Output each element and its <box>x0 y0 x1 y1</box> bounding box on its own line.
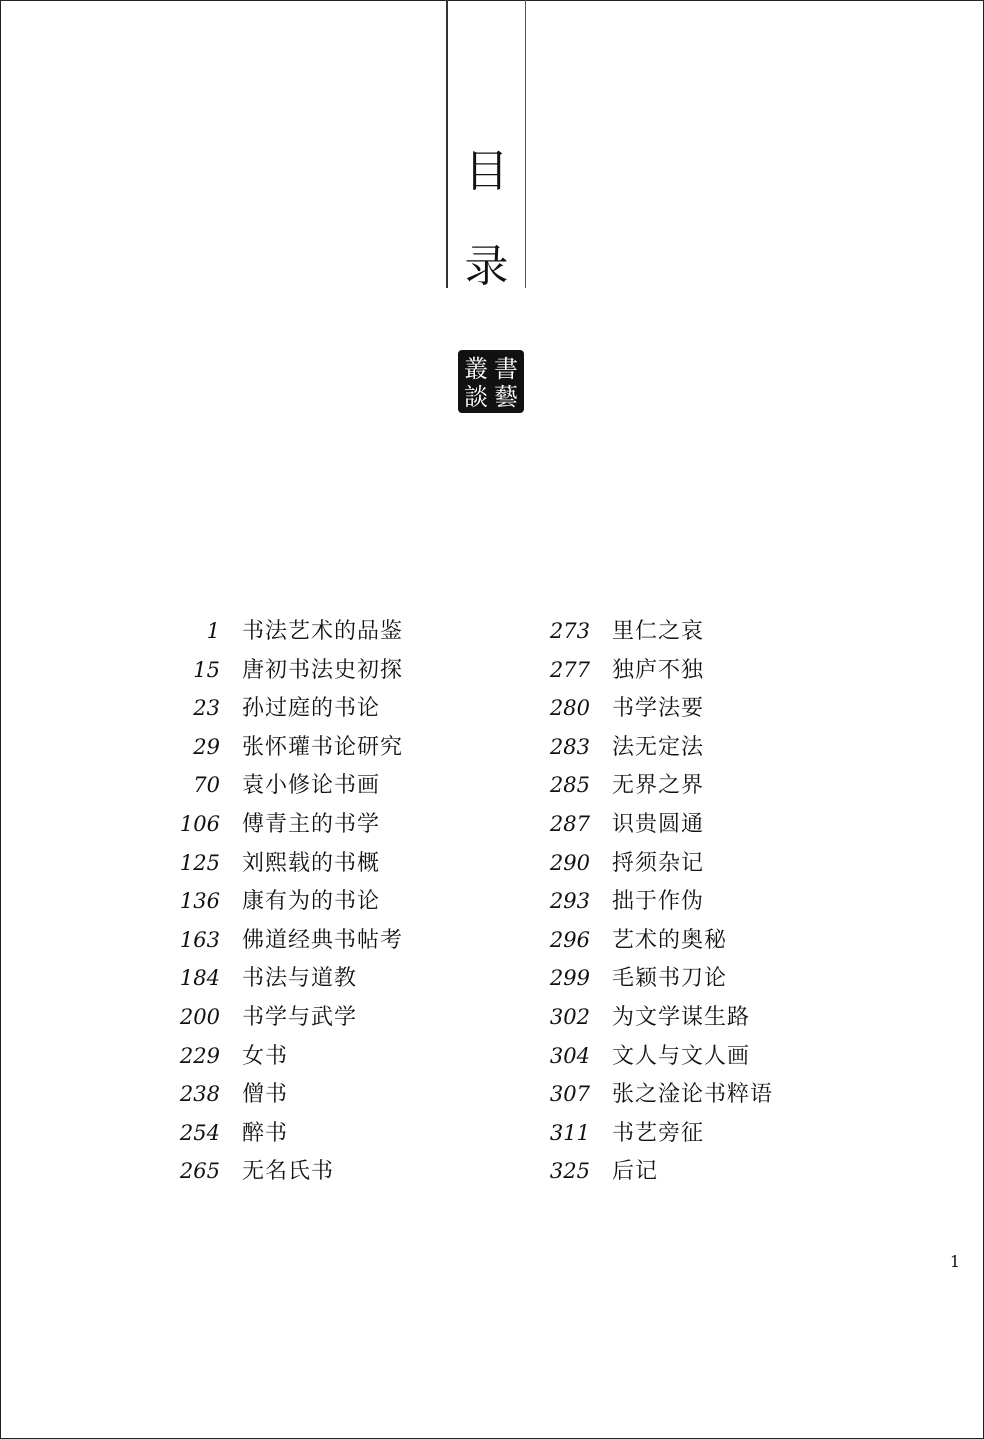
toc-entry[interactable] <box>540 768 773 807</box>
seal-stamp <box>458 350 524 413</box>
toc-page-number: 29 <box>193 734 220 759</box>
toc-page-number: 23 <box>193 696 220 721</box>
toc-page-number: 283 <box>549 734 590 759</box>
toc-entry-title: 刘熙载的书概 <box>242 850 381 876</box>
toc-page-number: 307 <box>549 1082 590 1107</box>
toc-entry-title: 孙过庭的书论 <box>242 696 381 722</box>
toc-page-number: 106 <box>179 811 220 836</box>
toc-entry-title: 捋须杂记 <box>612 850 705 876</box>
toc-entry[interactable] <box>540 807 773 846</box>
toc-entry-title: 佛道经典书帖考 <box>242 927 404 953</box>
seal-char-cong: 叢 <box>464 355 488 383</box>
toc-entry[interactable] <box>170 768 403 807</box>
toc-entry-title: 书法与道教 <box>242 966 358 992</box>
toc-entry-title: 艺术的奥秘 <box>612 927 728 953</box>
toc-entry[interactable] <box>170 1116 403 1155</box>
toc-entry-title: 醉书 <box>242 1120 289 1146</box>
toc-left-column <box>170 614 403 1193</box>
toc-page-number: 184 <box>179 966 220 991</box>
toc-page-number: 229 <box>179 1043 220 1068</box>
toc-entry-title: 张之淦论书粹语 <box>612 1082 774 1108</box>
toc-page-number: 254 <box>179 1120 220 1145</box>
toc-page-number: 163 <box>179 927 220 952</box>
page-number: 1 <box>949 1252 960 1271</box>
toc-entry-title: 无界之界 <box>612 773 705 799</box>
toc-entry[interactable] <box>170 1077 403 1116</box>
title-char-lu: 录 <box>464 241 509 292</box>
toc-entry[interactable] <box>540 1116 773 1155</box>
toc-entry-title: 为文学谋生路 <box>612 1004 751 1030</box>
toc-page-number: 293 <box>549 889 590 914</box>
toc-page-number: 15 <box>193 657 220 682</box>
toc-entry-title: 无名氏书 <box>242 1159 335 1185</box>
toc-entry[interactable] <box>540 923 773 962</box>
seal-char-yi: 藝 <box>494 383 518 411</box>
toc-page-number: 285 <box>549 773 590 798</box>
toc-entry-title: 书学法要 <box>612 696 705 722</box>
toc-entry[interactable] <box>170 884 403 923</box>
toc-entry-title: 文人与文人画 <box>612 1043 751 1069</box>
toc-entry-title: 独庐不独 <box>612 657 705 683</box>
toc-entry-title: 里仁之哀 <box>612 619 705 644</box>
toc-entry-title: 张怀瓘书论研究 <box>242 734 404 760</box>
toc-entry[interactable] <box>170 1000 403 1039</box>
toc-entry-title: 书学与武学 <box>242 1004 358 1030</box>
toc-page-number: 325 <box>549 1159 590 1184</box>
toc-entry[interactable] <box>170 1154 403 1193</box>
toc-page-number: 238 <box>179 1082 220 1107</box>
toc-entry[interactable] <box>540 1039 773 1078</box>
seal-char-shu: 書 <box>494 355 518 383</box>
toc-entry-title: 僧书 <box>242 1082 289 1108</box>
toc-page-number: 304 <box>549 1043 590 1068</box>
toc-page-number: 302 <box>549 1004 590 1029</box>
toc-right-column <box>540 614 773 1193</box>
toc-entry[interactable] <box>170 1039 403 1078</box>
toc-entry[interactable] <box>170 691 403 730</box>
toc-page-number: 296 <box>549 927 590 952</box>
toc-entry-title: 女书 <box>242 1043 289 1069</box>
toc-page-number: 280 <box>549 696 590 721</box>
toc-entry[interactable] <box>540 884 773 923</box>
toc-entry[interactable] <box>540 614 773 653</box>
title-column <box>446 0 526 292</box>
seal-char-tan: 談 <box>464 383 488 411</box>
toc-page-number: 311 <box>549 1120 590 1145</box>
toc-page-number: 290 <box>549 850 590 875</box>
toc-entry[interactable] <box>540 961 773 1000</box>
toc-entry-title: 康有为的书论 <box>242 889 381 915</box>
toc-entry[interactable] <box>170 653 403 692</box>
toc-entry[interactable] <box>170 807 403 846</box>
toc-page-number: 299 <box>549 966 590 991</box>
toc-page-number: 1 <box>206 619 220 643</box>
toc-entry-title: 傅青主的书学 <box>242 811 381 837</box>
toc-entry[interactable] <box>170 614 403 653</box>
toc-entry-title: 拙于作伪 <box>612 889 705 915</box>
toc-page-number: 287 <box>549 811 590 836</box>
toc-entry-title: 书艺旁征 <box>612 1120 705 1146</box>
toc-entry[interactable] <box>540 846 773 885</box>
toc-entry-title: 法无定法 <box>612 734 705 760</box>
toc-entry-title: 唐初书法史初探 <box>242 657 404 683</box>
toc-entry[interactable] <box>170 846 403 885</box>
toc-page-number: 273 <box>549 619 590 643</box>
toc-page-number: 125 <box>179 850 220 875</box>
toc-entry[interactable] <box>170 961 403 1000</box>
toc-entry-title: 识贵圆通 <box>612 811 705 837</box>
toc-page-number: 70 <box>193 773 220 798</box>
toc-entry[interactable] <box>540 1077 773 1116</box>
toc-entry[interactable] <box>540 1154 773 1193</box>
toc-entry[interactable] <box>170 730 403 769</box>
toc-entry-title: 毛颖书刀论 <box>612 966 728 992</box>
toc-entry[interactable] <box>170 923 403 962</box>
toc-entry-title: 书法艺术的品鉴 <box>242 619 404 644</box>
toc-entry[interactable] <box>540 653 773 692</box>
toc-page-number: 136 <box>179 889 220 914</box>
toc-entry-title: 后记 <box>612 1159 659 1185</box>
toc-entry-title: 袁小修论书画 <box>242 773 381 799</box>
toc-entry[interactable] <box>540 1000 773 1039</box>
title-char-mu: 目 <box>464 146 509 197</box>
toc-page-number: 277 <box>549 657 590 682</box>
toc-page-number: 265 <box>179 1159 220 1184</box>
toc-entry[interactable] <box>540 730 773 769</box>
toc-entry[interactable] <box>540 691 773 730</box>
toc-page-number: 200 <box>179 1004 220 1029</box>
